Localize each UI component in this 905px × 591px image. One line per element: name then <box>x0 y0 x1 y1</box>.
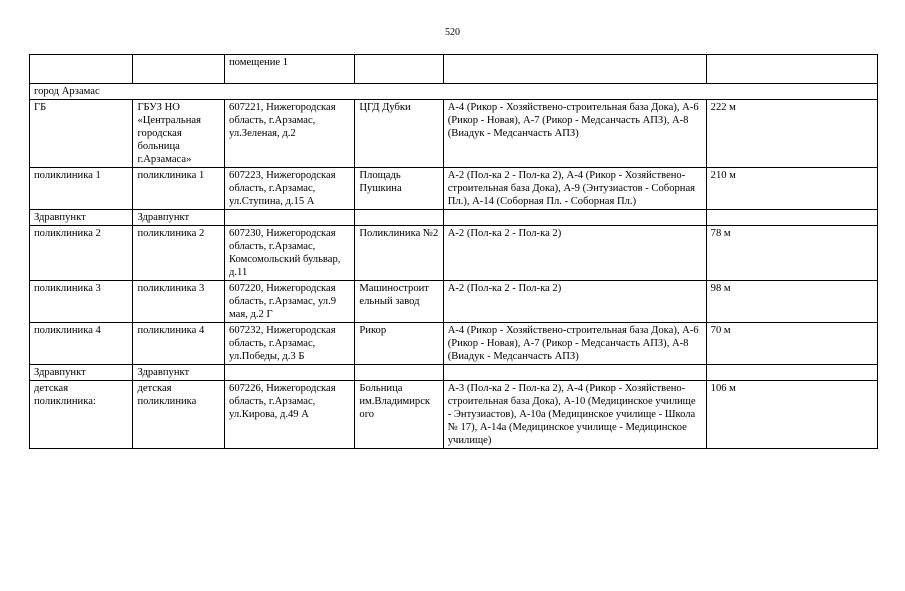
table-cell: А-3 (Пол-ка 2 - Пол-ка 2), А-4 (Рикор - Хозяйствено-строительная база Дока), А-10 (Медицинское училище - Энтузиастов), А-10а (Медицинское училище - Школа № 17), А-14а (Медицинское училище - Медицинское училище) <box>443 381 706 449</box>
table-cell: Поликлиника №2 <box>355 226 443 281</box>
table-cell: А-4 (Рикор - Хозяйствено-строительная база Дока), А-6 (Рикор - Новая), А-7 (Рикор - Медсанчасть АПЗ), А-8 (Виадук - Медсанчасть АПЗ) <box>443 323 706 365</box>
table-cell: помещение 1 <box>225 55 355 84</box>
table-cell <box>355 55 443 84</box>
table-cell: поликлиника 1 <box>30 168 133 210</box>
table-cell <box>706 55 877 84</box>
table-cell <box>443 55 706 84</box>
table-cell: 607221, Нижегородская область, г.Арзамас, ул.Зеленая, д.2 <box>225 100 355 168</box>
table-cell: Здравпункт <box>30 365 133 381</box>
table-cell: поликлиника 4 <box>133 323 225 365</box>
table-row <box>30 365 878 381</box>
table-cell: Больница им.Владимирск ого <box>355 381 443 449</box>
table-cell: Здравпункт <box>30 210 133 226</box>
table-cell: 607223, Нижегородская область, г.Арзамас, ул.Ступина, д.15 А <box>225 168 355 210</box>
table-cell <box>443 210 706 226</box>
table-cell: А-4 (Рикор - Хозяйствено-строительная база Дока), А-6 (Рикор - Новая), А-7 (Рикор - Медсанчасть АПЗ), А-8 (Виадук - Медсанчасть АПЗ) <box>443 100 706 168</box>
table-cell: 78 м <box>706 226 877 281</box>
table-cell: поликлиника 2 <box>133 226 225 281</box>
table-cell: поликлиника 2 <box>30 226 133 281</box>
table-cell: Машиностроит ельный завод <box>355 281 443 323</box>
table-cell: А-2 (Пол-ка 2 - Пол-ка 2), А-4 (Рикор - Хозяйствено-строительная база Дока), А-9 (Энтузиастов - Соборная Пл.), А-14 (Соборная Пл. - Соборная Пл.) <box>443 168 706 210</box>
table-cell <box>30 55 133 84</box>
table-cell: 98 м <box>706 281 877 323</box>
table-cell: 607226, Нижегородская область, г.Арзамас, ул.Кирова, д.49 А <box>225 381 355 449</box>
table-row <box>30 281 878 323</box>
table-cell: поликлиника 3 <box>133 281 225 323</box>
continuation-row <box>30 55 878 84</box>
table-cell: 607230, Нижегородская область, г.Арзамас, Комсомольский бульвар, д.11 <box>225 226 355 281</box>
table-cell: Здравпункт <box>133 365 225 381</box>
table-cell: ГБУЗ НО «Центральная городская больница г.Арзамаса» <box>133 100 225 168</box>
table-cell: детская поликлиника: <box>30 381 133 449</box>
table-cell: А-2 (Пол-ка 2 - Пол-ка 2) <box>443 226 706 281</box>
table-cell: ГБ <box>30 100 133 168</box>
table-cell: поликлиника 3 <box>30 281 133 323</box>
table-cell: Рикор <box>355 323 443 365</box>
table-cell: 222 м <box>706 100 877 168</box>
table-row <box>30 100 878 168</box>
table-cell: А-2 (Пол-ка 2 - Пол-ка 2) <box>443 281 706 323</box>
table-cell: 210 м <box>706 168 877 210</box>
city-header-row <box>30 84 878 100</box>
table-cell: 70 м <box>706 323 877 365</box>
table-cell: поликлиника 4 <box>30 323 133 365</box>
table-row <box>30 226 878 281</box>
table-cell <box>355 210 443 226</box>
table-cell: поликлиника 1 <box>133 168 225 210</box>
table-cell: Здравпункт <box>133 210 225 226</box>
city-header: город Арзамас <box>30 84 878 100</box>
table-cell <box>225 210 355 226</box>
transport-table <box>29 54 878 449</box>
table-cell: 607220, Нижегородская область, г.Арзамас, ул.9 мая, д.2 Г <box>225 281 355 323</box>
table-cell: 106 м <box>706 381 877 449</box>
table-cell <box>225 365 355 381</box>
table-cell: 607232, Нижегородская область, г.Арзамас, ул.Победы, д.3 Б <box>225 323 355 365</box>
table-cell <box>706 365 877 381</box>
table-cell: Площадь Пушкина <box>355 168 443 210</box>
table-cell <box>355 365 443 381</box>
page-number: 520 <box>445 27 460 38</box>
table-row <box>30 381 878 449</box>
table-row <box>30 323 878 365</box>
table-cell: детская поликлиника <box>133 381 225 449</box>
table-row <box>30 210 878 226</box>
table-cell <box>443 365 706 381</box>
table-row <box>30 168 878 210</box>
table-cell <box>706 210 877 226</box>
table-cell <box>133 55 225 84</box>
table-cell: ЦГД Дубки <box>355 100 443 168</box>
